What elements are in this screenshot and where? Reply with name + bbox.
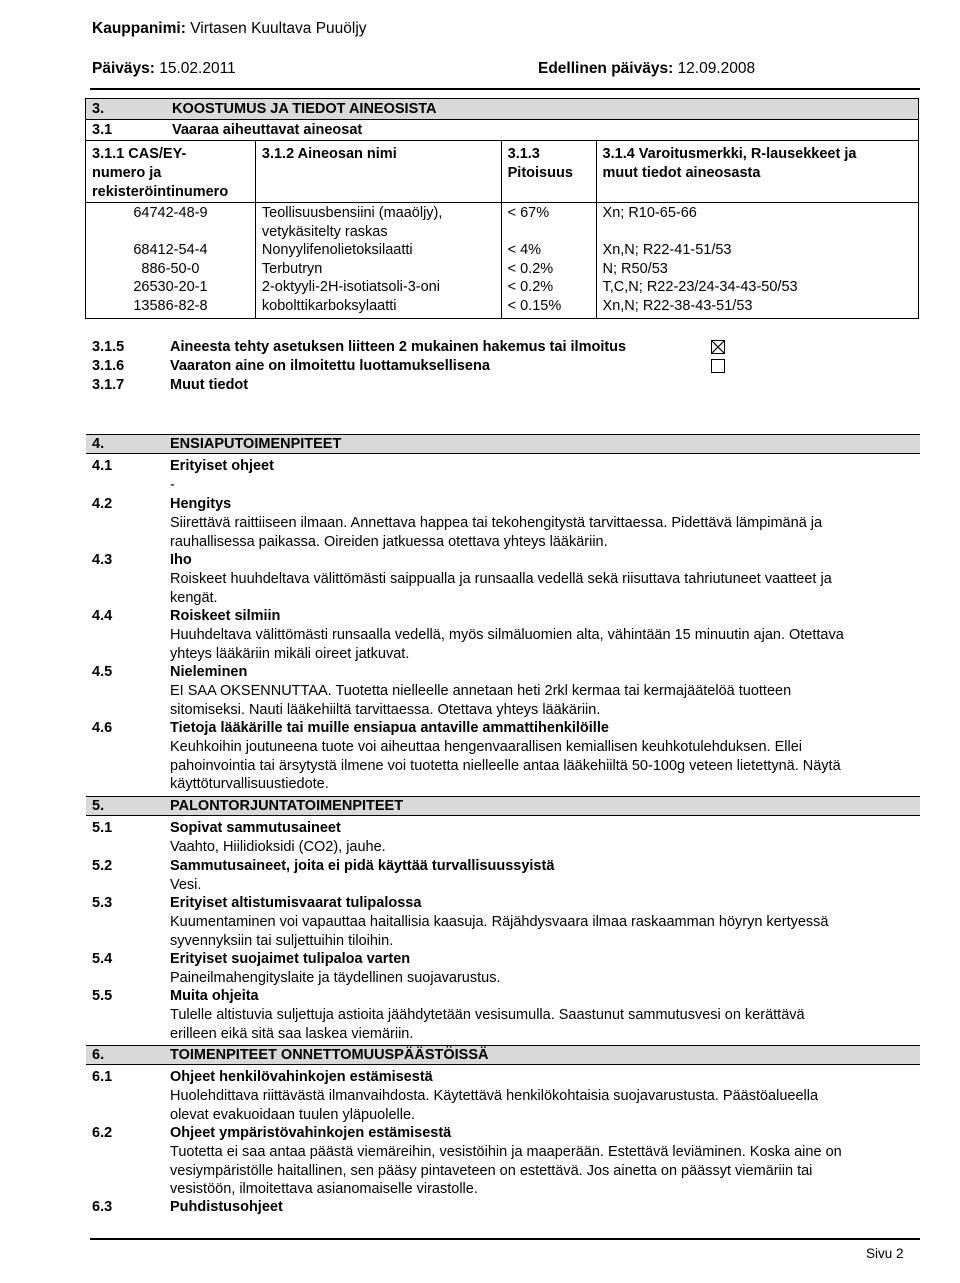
subsection-5-5-title: 5.5 Muita ohjeita (92, 988, 259, 1004)
table-cell: 64742-48-9 (133, 205, 208, 221)
subsection-5-3-text: Kuumentaminen voi vapauttaa haitallisia kaasuja. Räjähdysvaara ilmaa raskaamman höyryn kertyessä syvennyksiin tai suljettuihin tiloihin. (170, 914, 829, 949)
table-cell: Terbutryn (261, 260, 323, 277)
subsection-4-3-text: Roiskeet huuhdeltava välittömästi saippualla ja runsaalla vedellä sekä riisuttava tahriutuneet vaatteet ja kengät. (170, 571, 832, 606)
footer-divider (90, 1238, 920, 1240)
col-header-name: 3.1.2 Aineosan nimi (255, 141, 501, 203)
subsection-4-4-title: 4.4 Roiskeet silmiin (92, 608, 281, 624)
subsection-4-2-title: 4.2 Hengitys (92, 496, 232, 512)
table-cell: Teollisuusbensiini (maaöljy), (261, 205, 443, 221)
classification-column (596, 203, 918, 319)
subsection-4-6-text: Keuhkoihin joutuneena tuote voi aiheuttaa hengenvaarallisen kemiallisen keuhkotulehduksen. Ellei pahoinvointia tai ärsytystä ilmene voi tuotetta nielleelle antaa lääkehiiltä 50-100g veteen lietettynä. Näytä käyttöturvallisuustiedote. (170, 739, 841, 792)
table-cell: Nonyylifenolietoksilaatti (261, 242, 413, 258)
check-cross-icon (711, 340, 725, 354)
name-column (255, 203, 501, 319)
subsection-4-2-text: Siirettävä raittiiseen ilmaan. Annettava happea tai tekohengitystä tarvittaessa. Pidettävä lämpimänä ja rauhallisessa paikassa. Oireiden jatkuessa otettava yhteys lääkäriin. (170, 515, 823, 550)
table-body (86, 203, 919, 319)
subsection-5-4-text: Paineilmahengityslaite ja täydellinen suojavarustus. (170, 970, 501, 986)
checkbox-3-1-6[interactable] (711, 359, 725, 373)
page-number: Sivu 2 (866, 1246, 904, 1261)
previous-date-line (538, 60, 755, 78)
subsection-6-2-text: Tuotetta ei saa antaa päästä viemäreihin, vesistöihin ja maaperään. Estettävä leviäminen. Koska aine on vesiympäristölle haitallinen, sen pääsy pintaveteen on estettävä. Jos ainetta on päässyt viemäriin tai vesistöön, ilmoitettava asianomaiselle virastolle. (170, 1144, 842, 1197)
subsection-3-1-heading: 3.1 Vaaraa aiheuttavat aineosat (86, 120, 919, 141)
subsection-4-6-title: 4.6 Tietoja lääkärille tai muille ensiapua antaville ammattihenkilöille (92, 720, 609, 736)
subsection-4-5-title: 4.5 Nieleminen (92, 664, 248, 680)
header-divider (90, 88, 920, 90)
subsection-5-3-title: 5.3 Erityiset altistumisvaarat tulipalossa (92, 895, 422, 911)
col-header-classification: 3.1.4 Varoitusmerkki, R-lausekkeet ja muut tiedot aineosasta (596, 141, 918, 203)
subsection-4-1-text: - (170, 477, 175, 493)
subsection-4-3-title: 4.3 Iho (92, 552, 192, 568)
previous-date-value: 12.09.2008 (677, 60, 756, 77)
subsection-6-3-title: 6.3 Puhdistusohjeet (92, 1199, 283, 1215)
trade-name-line (92, 20, 367, 38)
previous-date-label: Edellinen päiväys: (538, 60, 674, 77)
col-header-percent: 3.1.3 Pitoisuus (501, 141, 596, 203)
table-cell: < 4% (507, 242, 542, 258)
date-label: Päiväys: (92, 60, 155, 77)
subsection-5-1-title: 5.1 Sopivat sammutusaineet (92, 820, 341, 836)
table-cell: kobolttikarboksylaatti (261, 297, 397, 314)
subsection-6-1-title: 6.1 Ohjeet henkilövahinkojen estämisestä (92, 1069, 433, 1085)
subsection-6-1-text: Huolehdittava riittävästä ilmanvaihdosta. Käytettävä henkilökohtaisia suojavarustusta. Päästöalueella olevat evakuoidaan tuulen yläpuolelle. (170, 1088, 819, 1123)
trade-name-label: Kauppanimi: (92, 20, 186, 37)
table-cell: 886-50-0 (141, 260, 200, 277)
table-cell: vetykäsitelty raskas (261, 223, 388, 240)
subsection-5-2-text: Vesi. (170, 877, 202, 893)
checkbox-3-1-5-checked[interactable] (711, 340, 725, 354)
subsection-4-4-text: Huuhdeltava välittömästi runsaalla vedellä, myös silmäluomien alta, vähintään 15 minuutin ajan. Otettava yhteys lääkäriin mikäli oireet jatkuvat. (170, 627, 844, 662)
item-3-1-5: 3.1.5 Aineesta tehty asetuksen liitteen 2 mukainen hakemus tai ilmoitus (92, 339, 627, 355)
col-header-cas: 3.1.1 CAS/EY- numero ja rekisteröintinumero (86, 141, 256, 203)
table-cell: T,C,N; R22-23/24-34-43-50/53 (602, 279, 798, 295)
section-4-heading: 4. ENSIAPUTOIMENPITEET (86, 434, 920, 454)
date-line (92, 60, 236, 78)
section-3-heading: 3. KOOSTUMUS JA TIEDOT AINEOSISTA (86, 99, 919, 120)
cas-column (86, 203, 256, 319)
item-3-1-7: 3.1.7 Muut tiedot (92, 377, 249, 393)
item-3-1-6: 3.1.6 Vaaraton aine on ilmoitettu luottamuksellisena (92, 358, 490, 374)
table-cell: < 67% (507, 205, 550, 221)
table-cell: N; R50/53 (602, 260, 668, 277)
subsection-5-5-text: Tulelle altistuvia suljettuja astioita jäähdytetään vesisumulla. Saastunut sammutusvesi on kerättävä erilleen eikä sitä saa laskea viemäriin. (170, 1007, 805, 1042)
percent-column (501, 203, 596, 319)
subsection-6-2-title: 6.2 Ohjeet ympäristövahinkojen estämisestä (92, 1125, 452, 1141)
table-cell: < 0.2% (507, 279, 554, 295)
subsection-4-5-text: EI SAA OKSENNUTTAA. Tuotetta nielleelle annetaan heti 2rkl kermaa tai kermajäätelöä tuotteen sitomiseksi. Nauti lääkehiiltä tarvittaessa. Otettava yhteys lääkäriin. (170, 683, 792, 718)
section-6-heading: 6. TOIMENPITEET ONNETTOMUUSPÄÄSTÖISSÄ (86, 1045, 920, 1065)
table-cell: 68412-54-4 (133, 242, 208, 258)
trade-name-value: Virtasen Kuultava Puuöljy (190, 20, 367, 37)
table-cell: Xn,N; R22-38-43-51/53 (602, 297, 753, 314)
table-cell: < 0.2% (507, 260, 554, 277)
subsection-5-4-title: 5.4 Erityiset suojaimet tulipaloa varten (92, 951, 411, 967)
table-cell: 2-oktyyli-2H-isotiatsoli-3-oni (261, 279, 440, 295)
table-cell: 26530-20-1 (133, 279, 208, 295)
date-value: 15.02.2011 (159, 60, 236, 77)
subsection-5-1-text: Vaahto, Hiilidioksidi (CO2), jauhe. (170, 839, 386, 855)
subsection-4-1-title: 4.1 Erityiset ohjeet (92, 458, 274, 474)
table-cell: Xn,N; R22-41-51/53 (602, 242, 732, 258)
table-cell: < 0.15% (507, 297, 562, 314)
composition-table (85, 98, 919, 319)
table-cell: 13586-82-8 (133, 297, 208, 314)
table-cell: Xn; R10-65-66 (602, 205, 697, 221)
subsection-5-2-title: 5.2 Sammutusaineet, joita ei pidä käyttää turvallisuussyistä (92, 858, 555, 874)
section-5-heading: 5. PALONTORJUNTATOIMENPITEET (86, 796, 920, 816)
